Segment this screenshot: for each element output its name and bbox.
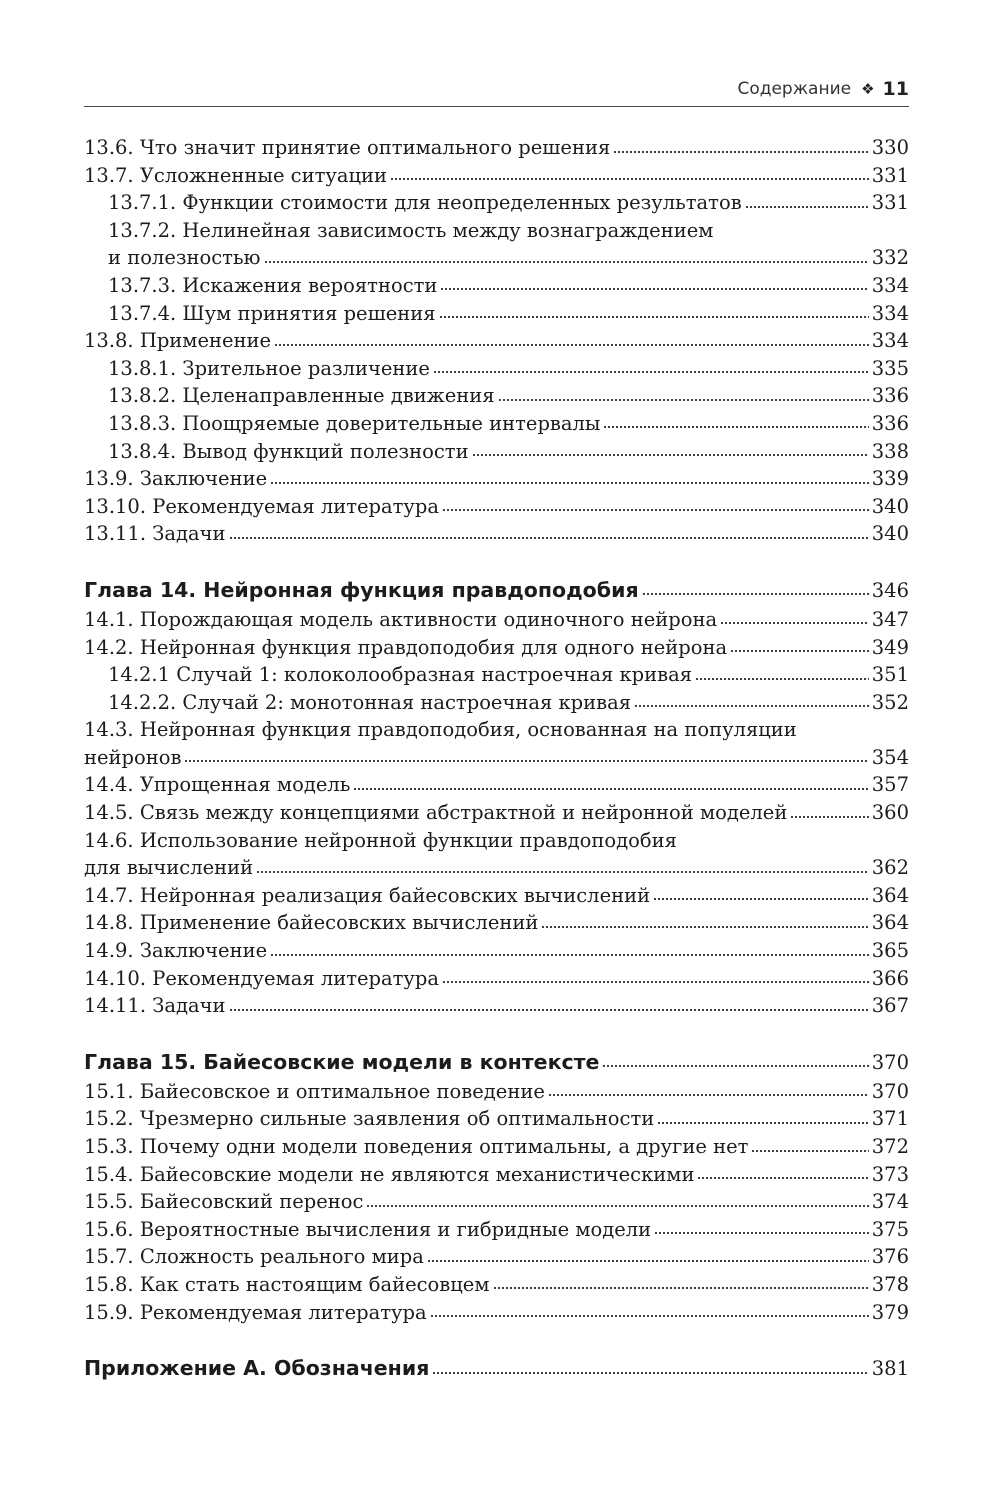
toc-entry-label: 15.7. Сложность реального мира (84, 1245, 424, 1269)
toc-entry-15-2[interactable] (84, 1105, 909, 1133)
toc-entry-15-3[interactable] (84, 1133, 909, 1161)
toc-entry-page: 372 (871, 1135, 909, 1158)
dot-leader (653, 897, 869, 902)
toc-entry-label: 15.3. Почему одни модели поведения оптимальны, а другие нет (84, 1135, 749, 1158)
dot-leader (442, 508, 869, 513)
toc-entry-13-7[interactable] (84, 162, 909, 190)
toc-entry-page: 354 (871, 745, 909, 769)
toc-entry-label: 13.7.3. Искажения вероятности (108, 273, 438, 297)
toc-entry-page: 352 (871, 690, 909, 714)
toc-entry-13-7-2[interactable] (84, 217, 909, 272)
toc-entry-label: 13.9. Заключение (84, 467, 268, 491)
toc-entry-13-8[interactable] (84, 327, 909, 355)
toc-entry-label: 14.11. Задачи (84, 994, 226, 1018)
dot-leader (603, 425, 868, 430)
toc-entry-label-line1: 14.3. Нейронная функция правдоподобия, основанная на популяции (84, 718, 797, 742)
appendix-page: 381 (871, 1357, 909, 1381)
dot-leader (366, 1203, 868, 1208)
toc-entry-13-7-1[interactable] (84, 189, 909, 217)
toc-entry-label: 15.6. Вероятностные вычисления и гибридные модели (84, 1217, 652, 1241)
toc-entry-page: 340 (871, 494, 909, 518)
dot-leader (442, 980, 869, 985)
toc-entry-label: 14.2. Нейронная функция правдоподобия для одного нейрона (84, 635, 728, 659)
toc-entry-14-4[interactable] (84, 771, 909, 799)
dot-leader (472, 453, 869, 458)
dot-leader (697, 1176, 868, 1181)
dot-leader (433, 370, 869, 375)
dot-leader (751, 1148, 868, 1153)
toc-entry-14-1[interactable] (84, 606, 909, 634)
toc-entry-label: 13.6. Что значит принятие оптимального решения (84, 136, 611, 159)
toc-entry-page: 364 (871, 911, 909, 935)
running-header (84, 72, 909, 107)
toc-entry-page: 349 (871, 635, 909, 659)
toc-entry-13-8-2[interactable] (84, 382, 909, 410)
header-page-number: 11 (882, 78, 909, 100)
chapter-page: 346 (871, 578, 909, 602)
toc-entry-page: 364 (871, 883, 909, 907)
toc-entry-15-1[interactable] (84, 1078, 909, 1106)
toc-entry-label: 13.8. Применение (84, 329, 272, 353)
toc-entry-15-7[interactable] (84, 1243, 909, 1271)
dot-leader (229, 535, 869, 540)
toc-entry-label: 15.4. Байесовские модели не являются механистическими (84, 1162, 695, 1186)
chapter-title: Глава 15. Байесовские модели в контексте (84, 1049, 600, 1074)
toc-entry-13-11[interactable] (84, 520, 909, 548)
toc-entry-label-line2: нейронов (84, 745, 182, 769)
toc-entry-page: 335 (871, 356, 909, 380)
toc-entry-label: 14.4. Упрощенная модель (84, 773, 351, 797)
toc-entry-label: 14.2.1 Случай 1: колоколообразная настроечная кривая (108, 663, 693, 687)
toc-entry-label: 14.7. Нейронная реализация байесовских вычислений (84, 883, 651, 907)
toc-entry-14-2-1[interactable] (84, 661, 909, 689)
toc-entry-label: 13.10. Рекомендуемая литература (84, 494, 440, 518)
toc-entry-label: 15.9. Рекомендуемая литература (84, 1300, 427, 1324)
toc-entry-14-11[interactable] (84, 992, 909, 1020)
toc-entry-15-6[interactable] (84, 1216, 909, 1244)
toc-entry-15-5[interactable] (84, 1188, 909, 1216)
toc-entry-page: 331 (871, 163, 909, 187)
toc-entry-14-2[interactable] (84, 634, 909, 662)
dot-leader (730, 649, 869, 654)
toc-entry-13-8-4[interactable] (84, 438, 909, 466)
toc-entry-page: 378 (871, 1272, 909, 1296)
toc-entry-label: 13.7.1. Функции стоимости для неопределенных результатов (108, 191, 742, 215)
toc-entry-page: 375 (871, 1217, 909, 1241)
dot-leader (493, 1286, 869, 1291)
toc-entry-page: 332 (871, 246, 909, 270)
toc-entry-13-7-3[interactable] (84, 272, 909, 300)
toc-entry-label-line2: и полезностью (108, 246, 261, 270)
dot-leader (264, 259, 869, 264)
dot-leader (390, 177, 869, 182)
toc-entry-page: 331 (871, 191, 909, 215)
dot-leader (541, 924, 868, 929)
dot-leader (548, 1093, 869, 1098)
dot-leader (745, 204, 869, 209)
toc-entry-14-8[interactable] (84, 909, 909, 937)
toc-entry-label: 15.5. Байесовский перенос (84, 1190, 364, 1214)
dot-leader (720, 621, 869, 626)
dot-leader (642, 592, 869, 597)
toc-entry-label: 14.10. Рекомендуемая литература (84, 966, 440, 990)
dot-leader (654, 1231, 869, 1236)
toc-entry-13-7-4[interactable] (84, 300, 909, 328)
dot-leader (184, 759, 868, 764)
dot-leader (430, 1314, 869, 1319)
toc-entry-label: 13.7.4. Шум принятия решения (108, 301, 436, 325)
dot-leader (440, 287, 868, 292)
dot-leader (634, 704, 869, 709)
toc-entry-label: 13.7. Усложненные ситуации (84, 163, 388, 187)
toc-entry-page: 374 (871, 1190, 909, 1214)
dot-leader (498, 397, 869, 402)
toc-entry-14-3[interactable] (84, 716, 909, 771)
toc-entry-14-2-2[interactable] (84, 689, 909, 717)
appendix-title: Приложение А. Обозначения (84, 1356, 430, 1381)
toc-entry-page: 370 (871, 1079, 909, 1103)
toc-entry-label: 14.2.2. Случай 2: монотонная настроечная кривая (108, 690, 632, 714)
toc-entry-13-10[interactable] (84, 493, 909, 521)
dot-leader (602, 1064, 868, 1069)
toc-entry-page: 338 (871, 439, 909, 463)
chapter-page: 370 (871, 1050, 909, 1074)
toc-entry-page: 367 (871, 994, 909, 1018)
toc-entry-label: 13.11. Задачи (84, 522, 226, 546)
header-section-title: Содержание (737, 79, 852, 99)
chapter-15-heading[interactable] (84, 1046, 909, 1078)
toc-entry-label: 14.9. Заключение (84, 939, 268, 963)
toc-entry-14-7[interactable] (84, 882, 909, 910)
toc-entry-page: 347 (871, 607, 909, 631)
toc-entry-label: 14.5. Связь между концепциями абстрактной и нейронной моделей (84, 801, 788, 825)
toc-entry-page: 334 (871, 329, 909, 353)
toc-entry-label: 14.8. Применение байесовских вычислений (84, 911, 539, 935)
toc-entry-13-8-1[interactable] (84, 355, 909, 383)
toc-entry-14-6[interactable] (84, 827, 909, 882)
toc-entry-page: 351 (871, 663, 909, 687)
toc-entry-14-5[interactable] (84, 799, 909, 827)
toc-entry-label: 15.1. Байесовское и оптимальное поведение (84, 1079, 545, 1103)
dot-leader (432, 1370, 868, 1375)
toc-entry-page: 365 (871, 939, 909, 963)
toc-entry-label: 14.1. Порождающая модель активности одиночного нейрона (84, 607, 718, 631)
dot-leader (657, 1120, 869, 1125)
toc-entry-page: 334 (871, 301, 909, 325)
toc-entry-15-9[interactable] (84, 1299, 909, 1327)
toc-entry-label: 15.2. Чрезмерно сильные заявления об оптимальности (84, 1107, 655, 1131)
toc-entry-page: 366 (871, 966, 909, 990)
dot-leader (270, 952, 869, 957)
toc-entry-label: 13.8.1. Зрительное различение (108, 356, 430, 380)
toc-entry-label: 13.8.4. Вывод функций полезности (108, 439, 469, 463)
toc-entry-page: 362 (871, 856, 909, 880)
chapter-14-heading[interactable] (84, 574, 909, 606)
toc-entry-label: 15.8. Как стать настоящим байесовцем (84, 1272, 490, 1296)
toc-entry-page: 379 (871, 1300, 909, 1324)
toc-entry-13-8-3[interactable] (84, 410, 909, 438)
toc-entry-14-10[interactable] (84, 965, 909, 993)
toc-entry-page: 336 (871, 384, 909, 408)
toc-entry-page: 330 (871, 136, 909, 159)
toc-entry-13-9[interactable] (84, 465, 909, 493)
toc-entry-13-6[interactable] (84, 134, 909, 162)
toc-entry-page: 340 (871, 522, 909, 546)
toc-entry-page: 371 (871, 1107, 909, 1131)
toc-entry-label: 13.8.2. Целенаправленные движения (108, 384, 495, 408)
ornament-icon: ❖ (861, 80, 875, 98)
toc-entry-page: 360 (871, 801, 909, 825)
toc-entry-14-9[interactable] (84, 937, 909, 965)
toc-entry-15-8[interactable] (84, 1271, 909, 1299)
appendix-a-heading[interactable] (84, 1352, 909, 1384)
toc-entry-page: 339 (871, 467, 909, 491)
toc-entry-page: 357 (871, 773, 909, 797)
dot-leader (353, 786, 868, 791)
dot-leader (256, 869, 869, 874)
chapter-title: Глава 14. Нейронная функция правдоподобия (84, 577, 639, 602)
toc-entry-page: 373 (871, 1162, 909, 1186)
toc-entry-label-line2: для вычислений (84, 856, 254, 880)
dot-leader (270, 480, 869, 485)
dot-leader (695, 676, 869, 681)
dot-leader (439, 315, 869, 320)
dot-leader (613, 149, 869, 154)
toc-entry-page: 376 (871, 1245, 909, 1269)
dot-leader (790, 814, 868, 819)
toc-entry-15-4[interactable] (84, 1161, 909, 1189)
toc-entry-label-line1: 13.7.2. Нелинейная зависимость между вознаграждением (108, 218, 714, 242)
dot-leader (274, 342, 869, 347)
dot-leader (229, 1007, 869, 1012)
toc-entry-label-line1: 14.6. Использование нейронной функции правдоподобия (84, 828, 677, 852)
toc-entry-page: 334 (871, 273, 909, 297)
toc-entry-page: 336 (871, 411, 909, 435)
toc-entry-label: 13.8.3. Поощряемые доверительные интервалы (108, 411, 601, 435)
table-of-contents (84, 134, 909, 1384)
dot-leader (427, 1258, 869, 1263)
